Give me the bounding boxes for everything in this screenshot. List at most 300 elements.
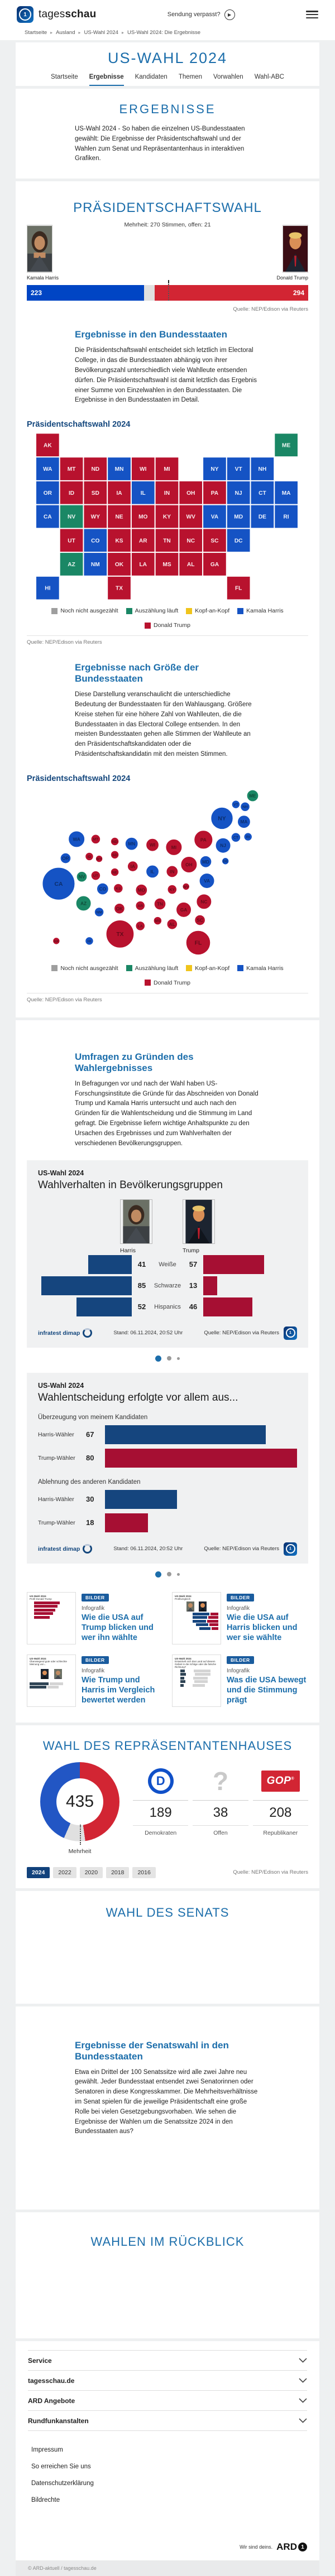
house-source: Quelle: NEP/Edison via Reuters bbox=[233, 1869, 308, 1875]
seat-count: 38 bbox=[193, 1800, 248, 1825]
state-bubble-SC[interactable] bbox=[195, 915, 205, 925]
legend-swatch bbox=[126, 965, 132, 971]
carousel-dots-2 bbox=[27, 1571, 308, 1578]
carousel-dot[interactable] bbox=[167, 1572, 171, 1576]
group-bar-row: 41 Weiße 57 bbox=[38, 1254, 297, 1275]
sendung-verpasst-link[interactable] bbox=[96, 9, 306, 20]
state-bubble-NC[interactable] bbox=[197, 894, 212, 909]
svg-text:MT: MT bbox=[93, 837, 99, 842]
info1-stand: Stand: 06.11.2024, 20:52 Uhr bbox=[113, 1330, 183, 1336]
svg-text:GA: GA bbox=[210, 562, 219, 568]
infographic-wahlentscheidung bbox=[27, 1373, 308, 1564]
open-votes-segment[interactable] bbox=[144, 285, 155, 301]
year-button-2020[interactable]: 2020 bbox=[80, 1867, 103, 1878]
svg-text:VT: VT bbox=[234, 466, 242, 473]
footer-link-impressum[interactable]: Impressum bbox=[31, 2447, 63, 2454]
party-stat-republikaner bbox=[253, 1765, 308, 1836]
state-tile-ND[interactable] bbox=[84, 457, 107, 480]
state-tile-GA[interactable] bbox=[203, 553, 226, 576]
carousel-dots-1 bbox=[27, 1355, 308, 1362]
svg-text:NM: NM bbox=[90, 562, 100, 568]
teaser-thumbnail[interactable]: US-Wahl 2024 Profil Donald Trump bbox=[27, 1592, 76, 1644]
party-label: Demokraten bbox=[133, 1825, 188, 1836]
state-tile-UT[interactable] bbox=[60, 529, 83, 552]
state-bubble-VA[interactable] bbox=[199, 873, 214, 888]
state-tile-RI[interactable] bbox=[275, 505, 298, 528]
breadcrumb-separator-icon: ▸ bbox=[121, 30, 124, 35]
svg-text:AR: AR bbox=[138, 538, 147, 544]
legend-swatch bbox=[126, 608, 132, 614]
state-bubble-CT[interactable] bbox=[231, 833, 241, 842]
state-bubble-TX[interactable] bbox=[106, 920, 134, 948]
state-bubble-TN[interactable] bbox=[154, 898, 166, 910]
svg-text:ME: ME bbox=[282, 442, 291, 449]
survey-text: In Befragungen vor und nach der Wahl haben US-Forschungsinstitute die Gründe für das Abschneiden von Donald Trump und Kamala Harris untersucht und auch nach den Gründen für die Wahlentscheidung und die Stimmung im Land gefragt. Die Ergebnisse liefern wichtige Anhaltspunkte zu den Ursachen des Ergebnisses und zum Wahlverhalten der verschiedenen Bevölkerungsgruppen. bbox=[75, 1080, 259, 1147]
wahlentscheidung-bars bbox=[38, 1414, 297, 1533]
svg-text:AK: AK bbox=[44, 442, 52, 449]
donald-trump-portrait-icon bbox=[283, 225, 308, 272]
svg-text:NH: NH bbox=[242, 805, 248, 809]
svg-text:WI: WI bbox=[149, 842, 156, 848]
svg-text:DC: DC bbox=[234, 538, 243, 544]
play-icon[interactable]: ▶ bbox=[224, 9, 235, 20]
svg-text:MO: MO bbox=[138, 514, 148, 520]
map-legend bbox=[27, 607, 308, 629]
svg-text:RI: RI bbox=[246, 835, 250, 840]
house-donut-chart[interactable] bbox=[27, 1762, 133, 1855]
svg-text:UT: UT bbox=[68, 538, 75, 544]
question-mark: ? bbox=[212, 1766, 229, 1796]
state-bubble-RI[interactable] bbox=[244, 833, 252, 841]
svg-text:WA: WA bbox=[73, 836, 80, 842]
teaser-title[interactable]: Was die USA bewegt und die Stimmung prägt bbox=[227, 1675, 307, 1705]
section-title-ergebnisse: ERGEBNISSE bbox=[119, 102, 216, 116]
svg-text:FL: FL bbox=[234, 585, 242, 592]
state-tile-ID[interactable] bbox=[60, 481, 83, 504]
legend-item: Kamala Harris bbox=[237, 965, 284, 972]
tab-wahl-abc[interactable]: Wahl-ABC bbox=[254, 74, 284, 80]
state-tile-MA[interactable] bbox=[275, 481, 298, 504]
state-tile-KS[interactable] bbox=[108, 529, 131, 552]
state-tile-NE[interactable] bbox=[108, 505, 131, 528]
state-tile-KY[interactable] bbox=[156, 505, 179, 528]
svg-text:OR: OR bbox=[43, 490, 52, 496]
state-bubble-MA[interactable] bbox=[238, 816, 251, 828]
svg-text:UT: UT bbox=[93, 874, 98, 878]
state-tile-NV[interactable] bbox=[60, 505, 83, 528]
state-tile-VA[interactable] bbox=[203, 505, 226, 528]
state-bubble-NY[interactable] bbox=[211, 807, 233, 829]
teaser-title[interactable]: Wie die USA auf Harris blicken und wer sie wählte bbox=[227, 1613, 298, 1642]
carousel-dot-active[interactable] bbox=[155, 1571, 161, 1578]
gop-logo: GOP® bbox=[253, 1765, 308, 1797]
section-title-praesidentschaftswahl: PRÄSIDENTSCHAFTSWAHL bbox=[73, 200, 262, 216]
svg-text:AZ: AZ bbox=[68, 562, 75, 568]
voter-bar-row: Harris-Wähler 30 bbox=[38, 1489, 297, 1510]
harris-votes-segment[interactable]: 223 bbox=[27, 285, 144, 301]
teaser-title[interactable]: Wie die USA auf Trump blicken und wer ihn wählte bbox=[82, 1613, 154, 1642]
svg-text:MN: MN bbox=[128, 841, 136, 847]
svg-text:AL: AL bbox=[169, 921, 175, 927]
trump-votes-segment[interactable]: 294 bbox=[155, 285, 308, 301]
state-bubble-CO[interactable] bbox=[97, 883, 108, 895]
tab-themen[interactable]: Themen bbox=[178, 74, 202, 80]
state-bubble-WA[interactable] bbox=[69, 831, 85, 847]
state-bubble-NH[interactable] bbox=[241, 802, 250, 812]
footer bbox=[16, 2341, 319, 2576]
state-tile-MN[interactable] bbox=[108, 457, 131, 480]
state-tile-OH[interactable] bbox=[179, 481, 202, 504]
year-button-2024[interactable]: 2024 bbox=[27, 1867, 50, 1878]
svg-text:HI: HI bbox=[45, 585, 51, 592]
legend-item: Auszählung läuft bbox=[126, 607, 179, 614]
year-selector bbox=[27, 1867, 156, 1878]
intro-card bbox=[16, 89, 319, 179]
teaser-item[interactable] bbox=[172, 1592, 308, 1644]
legend-swatch bbox=[186, 965, 192, 971]
state-tile-LA[interactable] bbox=[132, 553, 155, 576]
state-bubble-UT[interactable] bbox=[91, 871, 100, 880]
state-tile-CA[interactable] bbox=[36, 505, 59, 528]
breadcrumb-item[interactable]: Startseite bbox=[25, 30, 47, 36]
state-bubble-ME[interactable] bbox=[247, 790, 259, 802]
president-card bbox=[16, 181, 319, 1017]
state-tile-NJ[interactable] bbox=[227, 481, 250, 504]
svg-text:AK: AK bbox=[53, 939, 59, 944]
footer-link-datenschutzerkl-rung[interactable]: Datenschutzerklärung bbox=[31, 2480, 94, 2487]
state-bubble-MT[interactable] bbox=[91, 834, 100, 844]
tagesschau-logo[interactable] bbox=[17, 6, 34, 23]
state-tile-MD[interactable] bbox=[227, 505, 250, 528]
wahlverhalten-bars bbox=[38, 1254, 297, 1318]
year-button-2016[interactable]: 2016 bbox=[132, 1867, 155, 1878]
svg-text:MO: MO bbox=[137, 887, 145, 893]
state-bubble-NM[interactable] bbox=[94, 908, 104, 917]
state-bubble-NJ[interactable] bbox=[216, 838, 231, 853]
state-bubble-map[interactable] bbox=[27, 788, 308, 958]
state-bubble-MN[interactable] bbox=[125, 837, 138, 850]
state-tile-CT[interactable] bbox=[251, 481, 274, 504]
state-tile-HI[interactable] bbox=[36, 577, 59, 600]
brand-wordmark: tagesschau bbox=[39, 8, 97, 20]
state-bubble-MD[interactable] bbox=[200, 856, 212, 867]
info2-stand: Stand: 06.11.2024, 20:52 Uhr bbox=[113, 1546, 183, 1552]
state-bubble-IN[interactable] bbox=[166, 866, 178, 877]
house-majority-marker bbox=[80, 1825, 81, 1845]
svg-text:CO: CO bbox=[91, 538, 100, 544]
page-title: US-WAHL 2024 bbox=[107, 50, 228, 66]
state-tile-AK[interactable] bbox=[36, 434, 59, 457]
state-bubble-LA[interactable] bbox=[136, 921, 145, 930]
legend-swatch bbox=[237, 608, 243, 614]
state-bubble-MS[interactable] bbox=[154, 916, 162, 925]
state-tile-IN[interactable] bbox=[156, 481, 179, 504]
svg-text:OK: OK bbox=[114, 562, 124, 568]
state-bubble-KS[interactable] bbox=[114, 884, 123, 893]
tab-kandidaten[interactable]: Kandidaten bbox=[135, 74, 168, 80]
bar-group-label: Überzeugung von meinem Kandidaten bbox=[38, 1414, 148, 1421]
state-tile-WV[interactable] bbox=[179, 505, 202, 528]
svg-text:KY: KY bbox=[162, 514, 171, 520]
state-bubble-HI[interactable] bbox=[85, 937, 94, 945]
svg-text:DE: DE bbox=[258, 514, 266, 520]
svg-text:IA: IA bbox=[130, 863, 135, 869]
house-majority-label: Mehrheit bbox=[68, 1847, 92, 1855]
footer-accordion-service[interactable]: Service bbox=[28, 2350, 307, 2371]
svg-text:VA: VA bbox=[210, 514, 219, 520]
state-bubble-WI[interactable] bbox=[146, 838, 159, 851]
state-tile-FL[interactable] bbox=[227, 577, 250, 600]
state-tile-WI[interactable] bbox=[132, 457, 155, 480]
review-card bbox=[16, 2212, 319, 2338]
state-bubble-WY[interactable] bbox=[95, 855, 102, 862]
legend-swatch bbox=[145, 623, 151, 629]
state-bubble-IL[interactable] bbox=[146, 865, 159, 878]
state-tile-WY[interactable] bbox=[84, 505, 107, 528]
map-chart-title: Präsidentschaftswahl 2024 bbox=[27, 420, 131, 430]
menu-icon[interactable] bbox=[306, 11, 318, 18]
svg-text:PA: PA bbox=[200, 837, 207, 843]
legend-swatch bbox=[186, 608, 192, 614]
teaser-item[interactable] bbox=[27, 1654, 163, 1707]
state-bubble-MI[interactable] bbox=[166, 839, 182, 855]
teaser-type: Infografik bbox=[227, 1605, 250, 1612]
state-tile-AZ[interactable] bbox=[60, 553, 83, 576]
year-button-2022[interactable]: 2022 bbox=[53, 1867, 76, 1878]
state-tile-MI[interactable] bbox=[156, 457, 179, 480]
legend-item: Donald Trump bbox=[145, 980, 190, 986]
state-tile-IL[interactable] bbox=[132, 481, 155, 504]
senate-text: Etwa ein Drittel der 100 Senatssitze wird alle zwei Jahre neu gewählt. Jeder Bundesstaat entsendet zwei Senatorinnen oder Senatoren in diese Kongresskammer. Die Mehrheitsverhältnisse im Senat spielen für die jeweilige Präsidentschaft eine große Rolle bei vielen Gesetzgebungsvorhaben. Wie sehen die Ergebnisse der Wahlen um die Senatssitze 2024 in den Bundesstaaten aus? bbox=[75, 2068, 258, 2135]
svg-text:SC: SC bbox=[210, 538, 219, 544]
state-bubble-AR[interactable] bbox=[136, 901, 145, 910]
svg-text:OH: OH bbox=[185, 861, 193, 867]
trump-caption: Donald Trump bbox=[276, 275, 308, 281]
info1-kicker: US-Wahl 2024 bbox=[38, 1169, 84, 1177]
state-tile-MO[interactable] bbox=[132, 505, 155, 528]
kamala-harris-photo bbox=[27, 225, 52, 273]
svg-text:NV: NV bbox=[78, 874, 85, 880]
state-tile-DC[interactable] bbox=[227, 529, 250, 552]
sendung-verpasst-label: Sendung verpasst? bbox=[167, 11, 221, 18]
state-bubble-PA[interactable] bbox=[194, 831, 213, 849]
voter-bar-row: Harris-Wähler 67 bbox=[38, 1424, 297, 1445]
carousel-dot[interactable] bbox=[177, 1573, 180, 1576]
info2-source: Quelle: NEP/Edison via Reuters bbox=[204, 1546, 279, 1552]
state-bubble-DE[interactable] bbox=[222, 857, 229, 864]
ard-one-icon: 1 bbox=[298, 2543, 307, 2551]
breadcrumb-item: US-Wahl 2024: Die Ergebnisse bbox=[127, 30, 201, 36]
state-bubble-AZ[interactable] bbox=[76, 896, 91, 911]
state-tile-NY[interactable] bbox=[203, 457, 226, 480]
chevron-down-icon bbox=[299, 2356, 307, 2366]
state-tile-OK[interactable] bbox=[108, 553, 131, 576]
bilder-badge: BILDER bbox=[82, 1594, 109, 1601]
state-bubble-IA[interactable] bbox=[127, 861, 138, 872]
seat-count: 189 bbox=[133, 1800, 188, 1825]
state-tile-VT[interactable] bbox=[227, 457, 250, 480]
carousel-dot-active[interactable] bbox=[155, 1355, 161, 1362]
state-tile-AL[interactable] bbox=[179, 553, 202, 576]
footer-accordion-rundfunkanstalten[interactable]: Rundfunkanstalten bbox=[28, 2411, 307, 2431]
state-tile-WA[interactable] bbox=[36, 457, 59, 480]
state-tile-AR[interactable] bbox=[132, 529, 155, 552]
state-bubble-MO[interactable] bbox=[136, 884, 147, 896]
senate-heading: Ergebnisse der Senatswahl in den Bundesstaaten bbox=[75, 2039, 229, 2062]
state-bubble-ND[interactable] bbox=[111, 837, 119, 846]
state-tile-TN[interactable] bbox=[156, 529, 179, 552]
state-bubble-WV[interactable] bbox=[183, 883, 189, 890]
tab-startseite[interactable]: Startseite bbox=[51, 74, 78, 80]
state-tile-DE[interactable] bbox=[251, 505, 274, 528]
footer-accordions bbox=[28, 2350, 307, 2431]
carousel-dot[interactable] bbox=[167, 1356, 171, 1361]
teaser-title[interactable]: Wie Trump und Harris im Vergleich bewertet werden bbox=[82, 1675, 155, 1705]
voter-bar-row: Trump-Wähler 80 bbox=[38, 1448, 297, 1469]
teaser-thumbnail[interactable]: US-Wahl 2024 Überwiegend gute oder schlechte Meinung von... bbox=[27, 1654, 76, 1707]
info1-title: Wahlverhalten in Bevölkerungsgruppen bbox=[38, 1179, 223, 1191]
svg-text:PA: PA bbox=[210, 490, 219, 496]
svg-text:MS: MS bbox=[155, 919, 161, 923]
state-bubble-SD[interactable] bbox=[111, 851, 119, 859]
state-tile-IA[interactable] bbox=[108, 481, 131, 504]
teaser-thumbnail[interactable]: US-Wahl 2024 Profilvergleich bbox=[172, 1592, 221, 1644]
state-tile-NH[interactable] bbox=[251, 457, 274, 480]
svg-text:ID: ID bbox=[68, 490, 75, 496]
state-tile-SC[interactable] bbox=[203, 529, 226, 552]
breadcrumb bbox=[17, 26, 318, 40]
svg-text:ND: ND bbox=[91, 466, 100, 473]
infographic-wahlverhalten bbox=[27, 1160, 308, 1348]
infratest-spinner-icon bbox=[83, 1544, 92, 1554]
state-bubble-NE[interactable] bbox=[111, 868, 119, 876]
tagesschau-mini-logo: 1 bbox=[284, 1542, 297, 1556]
party-label: Republikaner bbox=[253, 1825, 308, 1836]
info1-source: Quelle: NEP/Edison via Reuters bbox=[204, 1330, 279, 1336]
state-tile-ME[interactable] bbox=[275, 434, 298, 457]
legend-item: Kamala Harris bbox=[237, 607, 284, 614]
senate-title-card bbox=[16, 1891, 319, 2004]
group-bar-row: 85 Schwarze 13 bbox=[38, 1275, 297, 1296]
tab-ergebnisse[interactable]: Ergebnisse bbox=[89, 74, 124, 86]
chevron-down-icon bbox=[299, 2416, 307, 2426]
state-tile-MT[interactable] bbox=[60, 457, 83, 480]
footer-link-bildrechte[interactable]: Bildrechte bbox=[31, 2497, 60, 2504]
states-heading: Ergebnisse in den Bundesstaaten bbox=[75, 329, 228, 340]
legend-swatch bbox=[145, 980, 151, 986]
svg-text:IA: IA bbox=[116, 490, 122, 496]
svg-text:KS: KS bbox=[115, 538, 123, 544]
state-tile-SD[interactable] bbox=[84, 481, 107, 504]
state-tile-OR[interactable] bbox=[36, 481, 59, 504]
svg-text:AL: AL bbox=[186, 562, 195, 568]
kamala-harris-portrait-icon bbox=[27, 225, 52, 272]
state-tile-PA[interactable] bbox=[203, 481, 226, 504]
svg-text:OH: OH bbox=[186, 490, 195, 496]
svg-text:NH: NH bbox=[258, 466, 267, 473]
svg-text:MI: MI bbox=[164, 466, 170, 473]
survey-card bbox=[16, 1020, 319, 1723]
svg-text:SC: SC bbox=[197, 917, 203, 923]
footer-accordion-tagesschau-de[interactable]: tagesschau.de bbox=[28, 2371, 307, 2391]
intro-text: US-Wahl 2024 - So haben die einzelnen US-Bundesstaaten gewählt: Die Ergebnisse der Präsidentschaftswahl und der Wahlen zum Senat und Repräsentantenhaus in interaktiven Grafiken. bbox=[75, 126, 245, 162]
state-tile-TX[interactable] bbox=[108, 577, 131, 600]
state-bubble-OK[interactable] bbox=[114, 903, 125, 914]
svg-text:IL: IL bbox=[150, 869, 155, 875]
chevron-down-icon bbox=[299, 2376, 307, 2386]
state-bubble-GA[interactable] bbox=[176, 902, 192, 917]
svg-text:IL: IL bbox=[140, 490, 146, 496]
state-tile-NM[interactable] bbox=[84, 553, 107, 576]
seat-count: 208 bbox=[253, 1800, 308, 1825]
breadcrumb-item[interactable]: US-Wahl 2024 bbox=[84, 30, 118, 36]
teaser-item[interactable] bbox=[172, 1654, 308, 1707]
teaser-thumbnail[interactable]: US-Wahl 2024 Entwickelt sich das Land auf diesem Gebiet in die richtige oder die falsche Richtung? bbox=[172, 1654, 221, 1707]
svg-text:RI: RI bbox=[283, 514, 289, 520]
state-bubble-NV[interactable] bbox=[76, 871, 87, 882]
state-bubble-FL[interactable] bbox=[186, 930, 210, 955]
state-bubble-VT[interactable] bbox=[232, 800, 240, 809]
breadcrumb-separator-icon: ▸ bbox=[50, 30, 53, 35]
state-tile-CO[interactable] bbox=[84, 529, 107, 552]
copyright-note: © ARD-aktuell / tagesschau.de bbox=[16, 2560, 319, 2576]
state-bubble-CA[interactable] bbox=[42, 867, 75, 900]
state-tile-NC[interactable] bbox=[179, 529, 202, 552]
svg-text:CT: CT bbox=[259, 490, 266, 496]
democrats-logo: D bbox=[133, 1765, 188, 1797]
footer-link-so-erreichen-sie-uns[interactable]: So erreichen Sie uns bbox=[31, 2463, 91, 2471]
trump-short-label: Trump bbox=[183, 1247, 199, 1254]
tab-vorwahlen[interactable]: Vorwahlen bbox=[213, 74, 243, 80]
svg-text:TN: TN bbox=[156, 901, 164, 907]
state-bubble-OH[interactable] bbox=[181, 856, 197, 872]
state-tile-MS[interactable] bbox=[156, 553, 179, 576]
carousel-dot[interactable] bbox=[177, 1357, 180, 1360]
state-bubble-ID[interactable] bbox=[85, 852, 94, 861]
donald-trump-photo bbox=[283, 225, 308, 273]
bubble-source-note: Quelle: NEP/Edison via Reuters bbox=[27, 996, 102, 1003]
svg-text:MI: MI bbox=[171, 844, 177, 850]
breadcrumb-item[interactable]: Ausland bbox=[56, 30, 75, 36]
svg-text:NJ: NJ bbox=[234, 490, 242, 496]
svg-text:MA: MA bbox=[281, 490, 291, 496]
state-bubble-AK[interactable] bbox=[53, 937, 60, 944]
svg-text:MN: MN bbox=[114, 466, 124, 473]
svg-text:NC: NC bbox=[200, 899, 208, 905]
legend-swatch bbox=[51, 608, 58, 614]
svg-text:FL: FL bbox=[194, 940, 202, 947]
svg-text:VA: VA bbox=[204, 877, 210, 884]
svg-text:DE: DE bbox=[223, 859, 228, 864]
hero-card bbox=[16, 42, 319, 86]
state-bubble-AL[interactable] bbox=[167, 919, 178, 929]
svg-text:CT: CT bbox=[233, 836, 238, 840]
info2-title: Wahlentscheidung erfolgte vor allem aus... bbox=[38, 1391, 238, 1403]
state-bubble-OR[interactable] bbox=[60, 853, 71, 864]
electoral-bar[interactable] bbox=[27, 285, 308, 301]
teaser-item[interactable] bbox=[27, 1592, 163, 1644]
state-winner-map[interactable] bbox=[27, 433, 308, 601]
footer-accordion-ard-angebote[interactable]: ARD Angebote bbox=[28, 2391, 307, 2411]
svg-text:LA: LA bbox=[139, 562, 147, 568]
svg-text:IN: IN bbox=[164, 490, 170, 496]
chevron-down-icon bbox=[299, 2396, 307, 2406]
senate-text-card bbox=[16, 2006, 319, 2210]
year-button-2018[interactable]: 2018 bbox=[106, 1867, 129, 1878]
svg-text:WV: WV bbox=[183, 885, 189, 889]
state-bubble-KY[interactable] bbox=[168, 885, 177, 894]
svg-text:SD: SD bbox=[91, 490, 99, 496]
